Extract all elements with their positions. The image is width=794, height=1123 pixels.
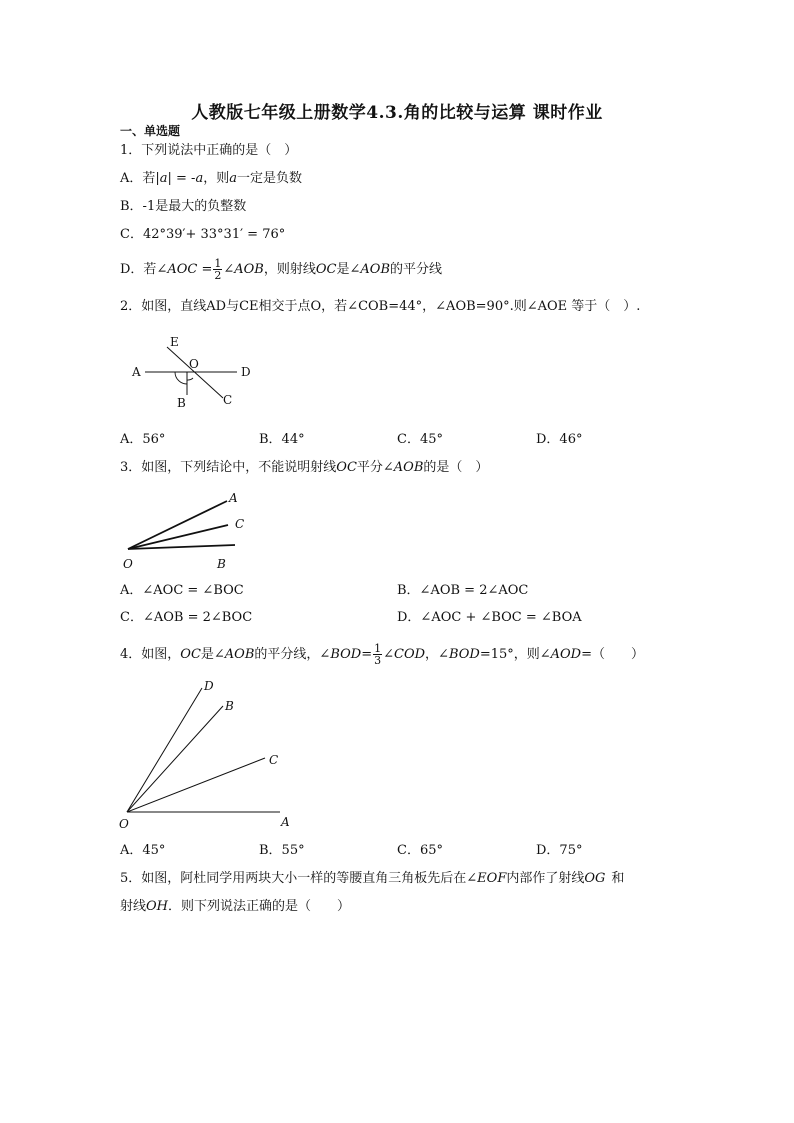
q3-option-b: B．∠AOB = 2∠AOC [397, 583, 529, 598]
q1-option-c: C．42°39′+ 33°31′ = 76° [120, 227, 286, 242]
q1-option-a [120, 171, 302, 187]
q4-stem-eq: = [361, 647, 373, 662]
q2-option-d: D．46° [536, 432, 583, 447]
q1-option-b: B．-1是最大的负整数 [120, 199, 247, 214]
ray-od [127, 688, 202, 812]
q1-option-a-letter: A．若 [120, 171, 156, 186]
q1-option-d-rhs: ∠AOB [223, 262, 264, 277]
label-d: D [241, 365, 251, 379]
q4-stem-bod2: BOD [448, 647, 480, 662]
q4-stem-cod: COD [394, 647, 426, 662]
q3-stem-ray: OC [336, 460, 357, 475]
fraction-denominator: 3 [374, 654, 382, 667]
q1-option-a-var: a [229, 171, 237, 186]
q1-option-d-is: 是 [336, 262, 350, 277]
q4-stem-e: ，∠ [425, 647, 449, 662]
q4-stem-angle: AOB [224, 647, 255, 662]
ray-ob [127, 706, 223, 812]
q4-stem-d: ∠ [383, 647, 394, 662]
q1-option-d-fraction [213, 258, 222, 281]
angle-arc-small [187, 378, 193, 380]
q2-figure [125, 330, 265, 415]
q4-option-c: C．65° [397, 843, 443, 858]
label-b: B [217, 557, 226, 571]
q4-stem-ray: OC [180, 647, 201, 662]
label-b: B [177, 396, 186, 410]
q1-option-d [120, 256, 442, 284]
label-c: C [269, 753, 279, 767]
section-heading: 一、单选题 [120, 124, 181, 138]
q5-line2-b: ．则下列说法正确的是（ ） [168, 899, 351, 914]
q1-option-d-lhs: ∠AOC = [156, 262, 213, 277]
ray-oc [127, 758, 265, 812]
q5-line1-a: 5．如图，阿杜同学用两块大小一样的等腰直角三角板先后在 [120, 871, 467, 886]
q3-figure [118, 488, 258, 573]
q3-option-c: C．∠AOB = 2∠BOC [120, 610, 253, 625]
label-o: O [189, 357, 199, 371]
q4-option-b: B．55° [259, 843, 305, 858]
label-e: E [170, 335, 179, 349]
q1-option-d-mid: ，则射线 [263, 262, 316, 277]
q1-option-d-tail: 的平分线 [390, 262, 443, 277]
ray-oa [128, 501, 227, 549]
q3-stem-a: 3．如图，下列结论中，不能说明射线 [120, 460, 337, 475]
q4-figure [115, 676, 300, 836]
label-o: O [123, 557, 133, 571]
fraction-numerator: 1 [374, 642, 382, 655]
q1-option-d-ray: OC [315, 262, 337, 277]
q4-stem [120, 641, 644, 669]
q3-option-a: A．∠AOC = ∠BOC [120, 583, 244, 598]
angle-arc [175, 372, 187, 384]
label-c: C [223, 393, 233, 407]
page-title: 人教版七年级上册数学4.3.角的比较与运算 课时作业 [191, 103, 603, 123]
q5-line2 [120, 899, 350, 915]
q1-option-d-head: D．若 [120, 262, 157, 277]
label-a: A [132, 365, 141, 379]
q1-option-a-tail: 一定是负数 [236, 171, 302, 186]
fraction-denominator: 2 [214, 269, 222, 282]
q5-line1-c: 和 [611, 871, 625, 886]
q1-stem: 1．下列说法中正确的是（ ） [120, 143, 298, 158]
q1-option-a-expr: |a| = -a [155, 171, 204, 186]
q2-option-b: B．44° [259, 432, 305, 447]
q5-ray-og: OG [584, 871, 606, 886]
q1-option-a-mid: ，则 [203, 171, 230, 186]
q2-stem: 2．如图，直线AD与CE相交于点O，若∠COB=44°，∠AOB=90°.则∠AOE 等于（ ）. [120, 299, 641, 314]
q4-stem-aod: AOD [550, 647, 582, 662]
q4-stem-a: 4．如图， [120, 647, 181, 662]
q4-option-d: D．75° [536, 843, 583, 858]
q4-stem-f: =15°，则∠ [479, 647, 551, 662]
q2-option-a: A．56° [120, 432, 166, 447]
q2-option-c: C．45° [397, 432, 443, 447]
q5-angle: ∠EOF [466, 871, 507, 886]
q3-stem-b: 平分 [356, 460, 383, 475]
q3-stem [120, 460, 488, 476]
label-a: A [281, 815, 290, 829]
q4-fraction [373, 643, 382, 666]
q5-ray-oh: OH [146, 899, 169, 914]
q3-stem-angle: ∠AOB [382, 460, 424, 475]
q5-line1-b: 内部作了射线 [506, 871, 585, 886]
label-o: O [119, 817, 129, 831]
q4-stem-c: 的平分线，∠ [254, 647, 331, 662]
label-a: A [229, 491, 238, 505]
label-b: B [225, 699, 234, 713]
q5-line1 [120, 871, 624, 887]
fraction-numerator: 1 [214, 257, 222, 270]
q4-stem-b: 是∠ [200, 647, 225, 662]
q4-stem-bod: BOD [330, 647, 362, 662]
q3-stem-c: 的是（ ） [423, 460, 489, 475]
q1-option-d-angle: ∠AOB [349, 262, 390, 277]
q4-option-a: A．45° [120, 843, 166, 858]
q3-option-d: D．∠AOC + ∠BOC = ∠BOA [397, 610, 582, 625]
label-c: C [235, 517, 245, 531]
q5-line2-a: 射线 [120, 899, 147, 914]
q4-stem-g: =（ ） [581, 647, 645, 662]
label-d: D [204, 679, 214, 693]
